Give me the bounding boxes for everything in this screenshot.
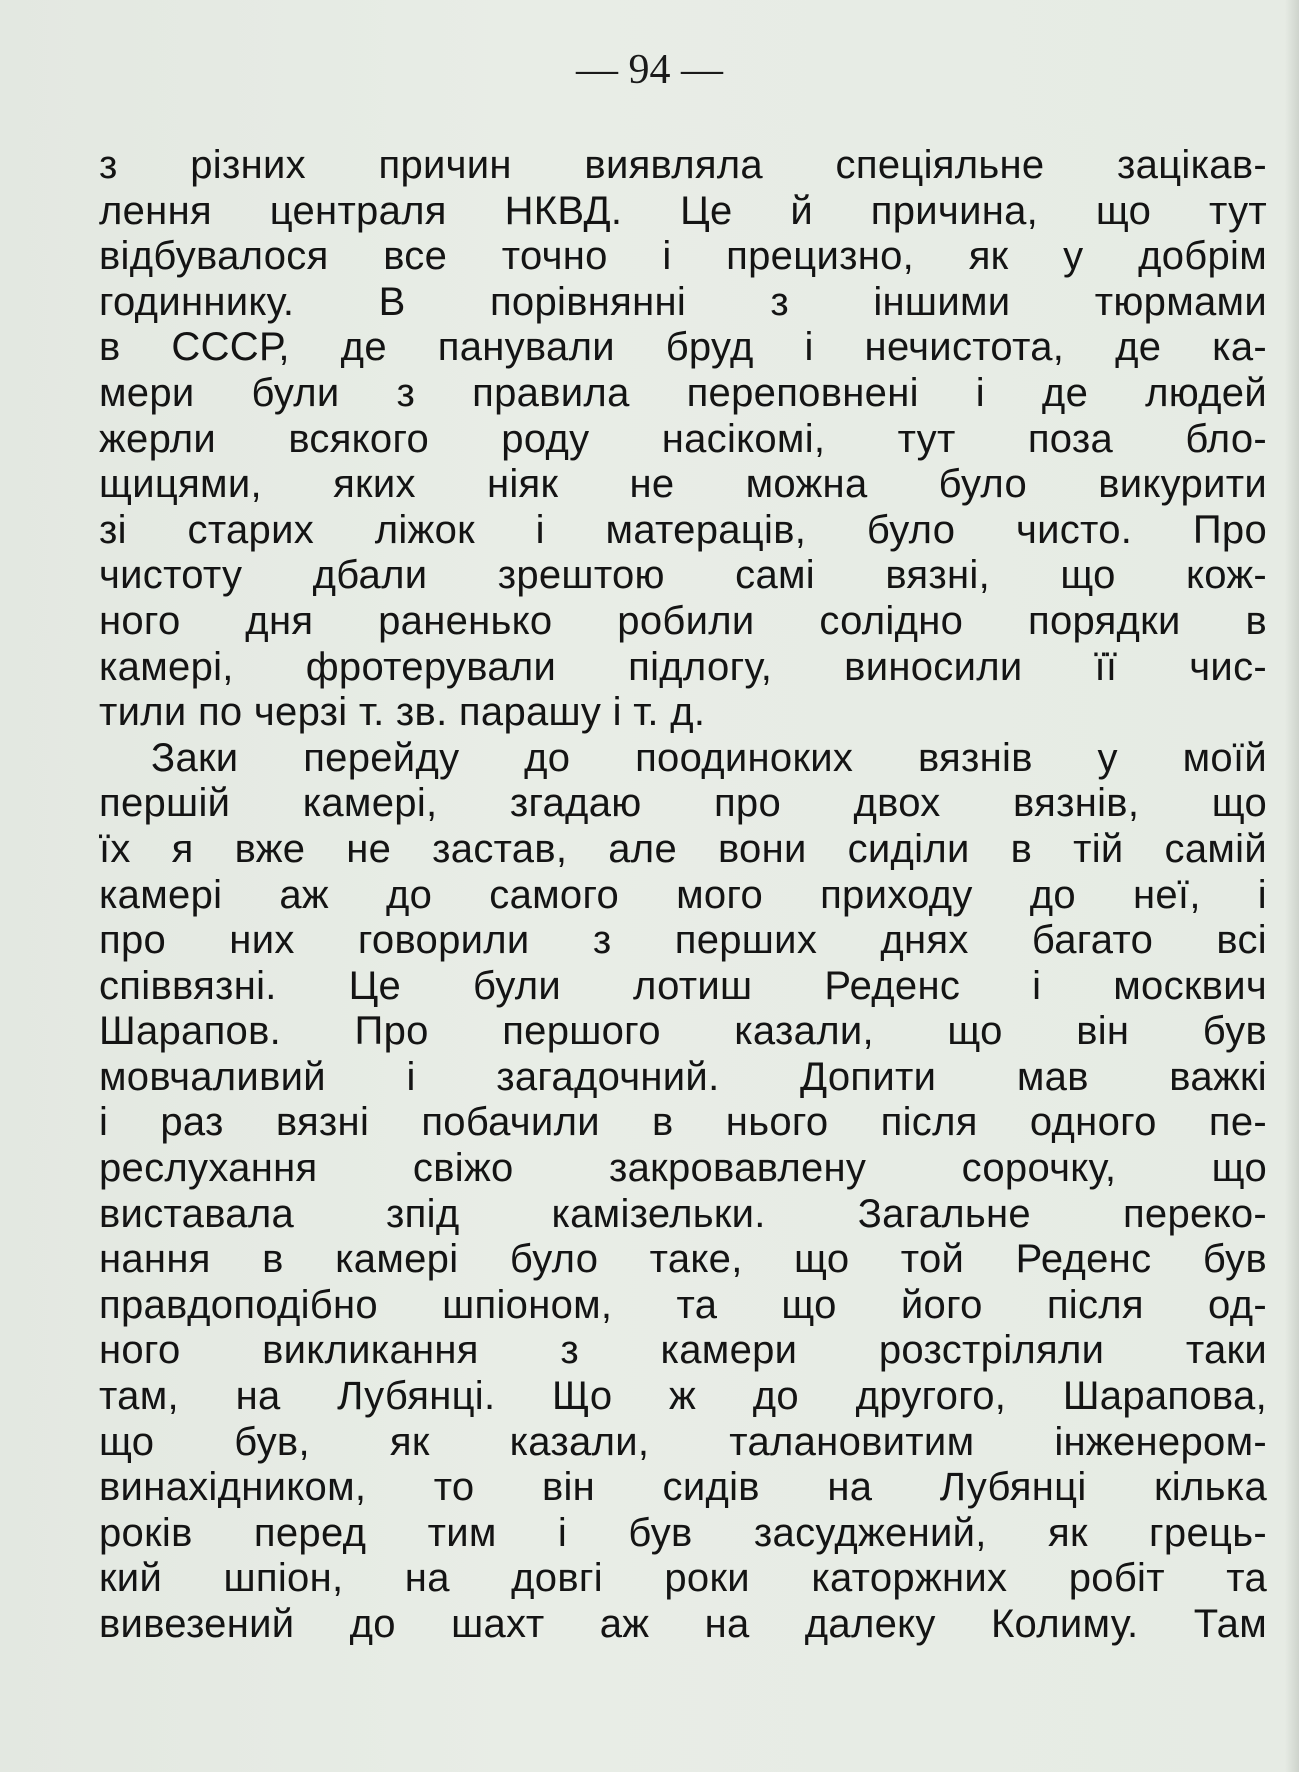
body-text <box>99 143 1267 1648</box>
text-line: виставала зпід камізельки. Загальне переко- <box>99 1191 1267 1236</box>
text-line: відбувалося все точно і прецизно, як у добрім <box>99 234 1267 279</box>
page-number: — 94 — <box>576 47 723 93</box>
text-line: зі старих ліжок і матераців, було чисто. Про <box>99 507 1267 552</box>
text-line: співвязні. Це були лотиш Реденс і москвич <box>99 963 1267 1008</box>
text-line: їх я вже не застав, але вони сиділи в тій самій <box>99 826 1267 871</box>
text-line: з різних причин виявляла спеціяльне зацікав- <box>99 143 1267 187</box>
text-line: винахідником, то він сидів на Лубянці кілька <box>99 1465 1267 1510</box>
text-line: Шарапов. Про першого казали, що він був <box>99 1009 1267 1054</box>
text-line: вивезений до шахт аж на далеку Колиму. Там <box>99 1602 1267 1646</box>
text-line: правдоподібно шпіоном, та що його після од- <box>99 1282 1267 1327</box>
text-line: реслухання свіжо закровавлену сорочку, що <box>99 1146 1267 1191</box>
text-line: чистоту дбали зрештою самі вязні, що кож- <box>99 553 1267 598</box>
text-line: щицями, яких ніяк не можна було викурити <box>99 462 1267 507</box>
text-line: про них говорили з перших днях багато всі <box>99 918 1267 963</box>
text-line: мери були з правила переповнені і де людей <box>99 370 1267 415</box>
text-line: лення централя НКВД. Це й причина, що тут <box>99 188 1267 233</box>
text-line: що був, як казали, талановитим інженером- <box>99 1419 1267 1464</box>
text-line: камері аж до самого мого приходу до неї, і <box>99 872 1267 917</box>
text-line: камері, фротерували підлогу, виносили її чис- <box>99 644 1267 689</box>
text-line: ного викликання з камери розстріляли таки <box>99 1328 1267 1373</box>
text-line: в СССР, де панували бруд і нечистота, де ка- <box>99 325 1267 370</box>
text-line: тили по черзі т. зв. парашу і т. д. <box>99 690 706 735</box>
text-line: жерли всякого роду насікомі, тут поза бло- <box>99 416 1267 461</box>
text-line: ного дня раненько робили солідно порядки в <box>99 598 1267 643</box>
text-line: і раз вязні побачили в нього після одного пе- <box>99 1100 1267 1145</box>
text-line: років перед тим і був засуджений, як грець- <box>99 1510 1267 1555</box>
text-line: першій камері, згадаю про двох вязнів, що <box>99 781 1267 826</box>
page-edge-shadow <box>1285 0 1299 1772</box>
text-line: кий шпіон, на довгі роки каторжних робіт та <box>99 1556 1267 1601</box>
text-line: мовчаливий і загадочний. Допити мав важкі <box>99 1054 1267 1099</box>
text-line: Заки перейду до поодиноких вязнів у моїй <box>151 735 1267 780</box>
text-line: годиннику. В порівнянні з іншими тюрмами <box>99 279 1267 324</box>
text-line: там, на Лубянці. Що ж до другого, Шарапова, <box>99 1374 1267 1419</box>
text-line: нання в камері було таке, що той Реденс був <box>99 1237 1267 1282</box>
